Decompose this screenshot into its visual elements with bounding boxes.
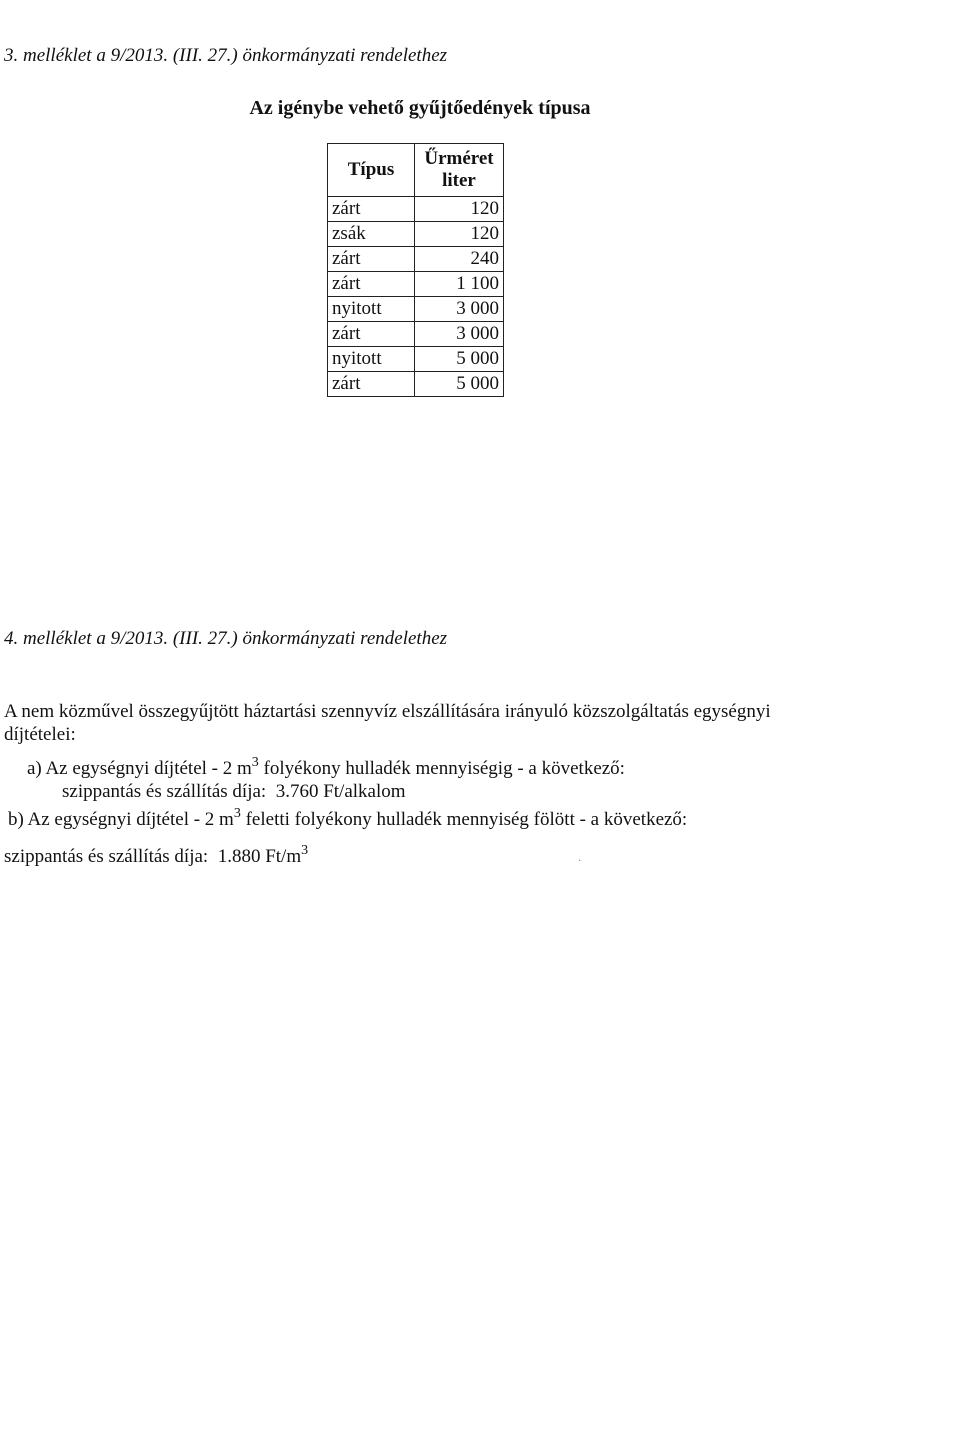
cell-type: zárt [328, 322, 415, 347]
cell-volume: 240 [415, 247, 504, 272]
cell-type: nyitott [328, 297, 415, 322]
scan-dot: · [578, 856, 582, 867]
item-b-line-2-text: szippantás és szállítás díja: 1.880 Ft/m [4, 846, 302, 867]
cell-type: zárt [328, 197, 415, 222]
annex-3-title: Az igénybe vehető gyűjtőedények típusa [249, 97, 591, 119]
annex-3-heading: 3. melléklet a 9/2013. (III. 27.) önkormányzati rendelethez [4, 45, 448, 66]
cell-volume: 1 100 [415, 272, 504, 297]
cell-volume: 5 000 [415, 372, 504, 397]
cell-volume: 5 000 [415, 347, 504, 372]
cell-type: zárt [328, 247, 415, 272]
table-row [328, 247, 504, 272]
table-body [328, 197, 504, 397]
item-b-text-post: feletti folyékony hulladék mennyiség fölött - a következő: [240, 809, 688, 830]
cell-volume: 120 [415, 222, 504, 247]
table-row [328, 197, 504, 222]
item-b-line-2 [4, 845, 308, 868]
cell-type: zárt [328, 372, 415, 397]
item-b-text-pre: b) Az egységnyi díjtétel - 2 m [8, 809, 234, 830]
column-header-volume-label: Űrméret [424, 148, 494, 169]
table-row [328, 347, 504, 372]
item-b-line-1 [8, 808, 687, 831]
cell-volume: 120 [415, 197, 504, 222]
item-a-line-1 [27, 757, 625, 780]
table-header-row [328, 144, 504, 197]
cell-volume: 3 000 [415, 297, 504, 322]
cell-volume: 3 000 [415, 322, 504, 347]
item-b-line-2-superscript: 3 [301, 843, 309, 858]
annex-4-heading: 4. melléklet a 9/2013. (III. 27.) önkormányzati rendelethez [4, 628, 448, 649]
table-row [328, 297, 504, 322]
cell-type: zárt [328, 272, 415, 297]
item-a-text-pre: a) Az egységnyi díjtétel - 2 m [27, 758, 252, 779]
column-header-volume [415, 144, 504, 197]
cell-type: nyitott [328, 347, 415, 372]
item-a-line-2: szippantás és szállítás díja: 3.760 Ft/alkalom [62, 781, 406, 802]
table-row [328, 222, 504, 247]
item-a-text-post: folyékony hulladék mennyiségig - a következő: [258, 758, 625, 779]
container-types-table [327, 143, 504, 397]
cell-type: zsák [328, 222, 415, 247]
column-header-volume-unit: liter [442, 170, 476, 191]
column-header-type: Típus [328, 144, 415, 197]
annex-4-intro: A nem közművel összegyűjtött háztartási szennyvíz elszállítására irányuló közszolgáltatás egységnyi díjtételei: [4, 701, 771, 745]
table-row [328, 372, 504, 397]
table-row [328, 322, 504, 347]
item-b-superscript: 3 [233, 806, 241, 821]
table-row [328, 272, 504, 297]
item-a-superscript: 3 [251, 755, 259, 770]
